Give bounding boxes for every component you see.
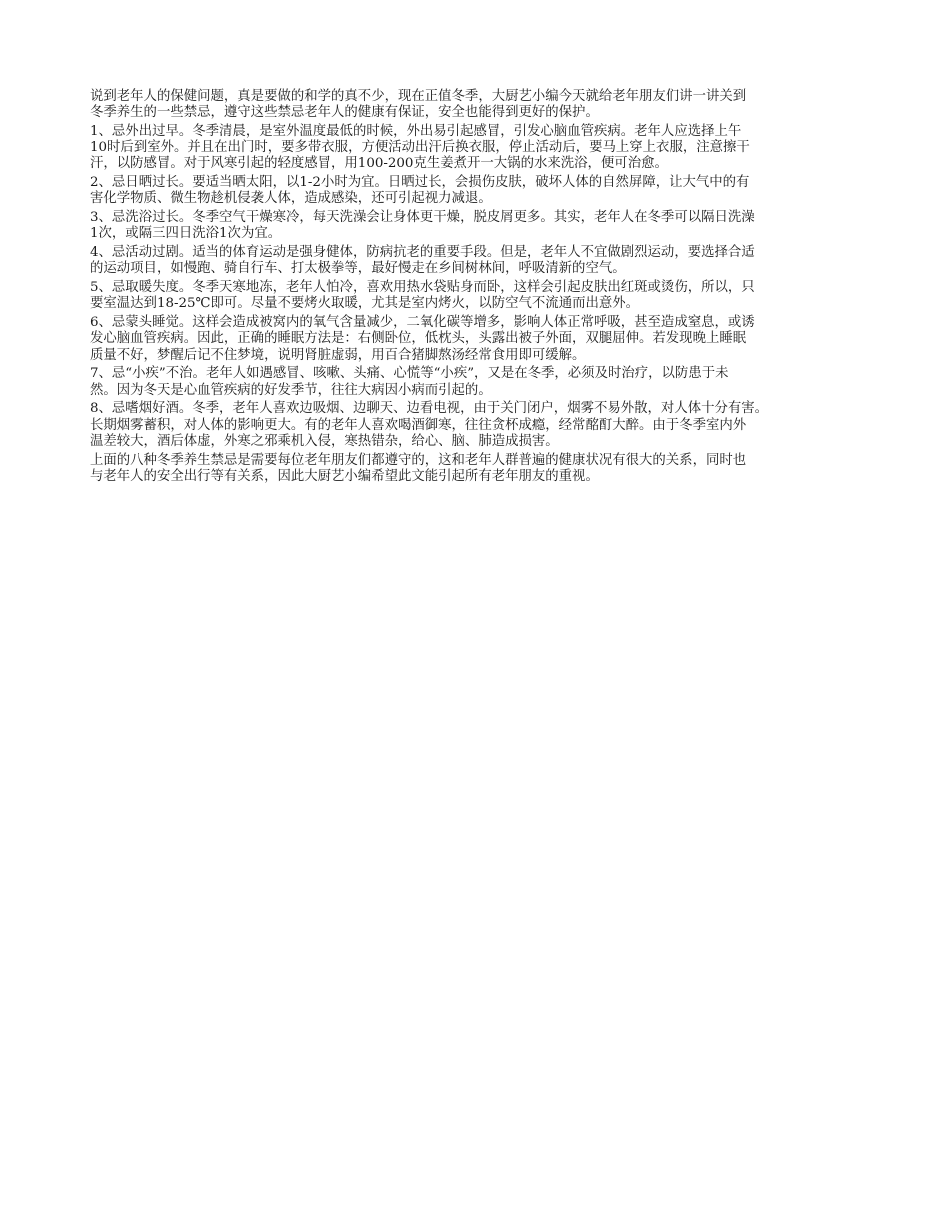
article-body	[90, 89, 875, 488]
intro-paragraph: 说到老年人的保健问题，真是要做的和学的真不少，现在正值冬季，大厨艺小编今天就给老年朋友们讲一讲关到 冬季养生的一些禁忌，遵守这些禁忌老年人的健康有保证，安全也能得到更好的保护。	[90, 89, 747, 121]
taboo-item-1: 1、忌外出过早。冬季清晨，是室外温度最低的时候，外出易引起感冒，引发心脑血管疾病。老年人应选择上午 10时后到室外。并且在出门时，要多带衣服，方便活动出汗后换衣服，停止活动后，要马上穿上衣服，注意擦干 汗，以防感冒。对于风寒引起的轻度感冒，用100-200克生姜煮开一大锅的水来洗浴，便可治愈。	[90, 124, 750, 172]
taboo-item-5: 5、忌取暖失度。冬季天寒地冻，老年人怕冷，喜欢用热水袋贴身而卧，这样会引起皮肤出红斑或烫伤，所以，只 要室温达到18-25℃即可。尽量不要烤火取暖，尤其是室内烤火，以防空气不流通而出意外。	[90, 280, 755, 312]
taboo-item-3: 3、忌洗浴过长。冬季空气干燥寒冷，每天洗澡会让身体更干燥，脱皮屑更多。其实，老年人在冬季可以隔日洗澡 1次，或隔三四日洗浴1次为宜。	[90, 210, 755, 242]
taboo-item-8: 8、忌嗜烟好酒。冬季，老年人喜欢边吸烟、边聊天、边看电视，由于关门闭户，烟雾不易外散，对人体十分有害。 长期烟雾蓄积，对人体的影响更大。有的老年人喜欢喝酒御寒，往往贪杯成瘾，经常酩酊大醉。由于冬季室内外 温差较大，酒后体虚，外寒之邪乘机入侵，寒热错杂，给心、脑、肺造成损害。	[90, 401, 769, 449]
taboo-item-4: 4、忌活动过剧。适当的体育运动是强身健体，防病抗老的重要手段。但是，老年人不宜做剧烈运动，要选择合适 的运动项目，如慢跑、骑自行车、打太极拳等，最好慢走在乡间树林间，呼吸清新的空气。	[90, 245, 755, 277]
taboo-item-2: 2、忌日晒过长。要适当晒太阳，以1-2小时为宜。日晒过长，会损伤皮肤，破坏人体的自然屏障，让大气中的有 害化学物质、微生物趁机侵袭人体，造成感染，还可引起视力减退。	[90, 175, 750, 207]
taboo-item-6: 6、忌蒙头睡觉。这样会造成被窝内的氧气含量减少，二氧化碳等增多，影响人体正常呼吸，甚至造成窒息，或诱 发心脑血管疾病。因此，正确的睡眠方法是：右侧卧位，低枕头，头露出被子外面，双腿屈伸。若发现晚上睡眠 质量不好，梦醒后记不住梦境，说明肾脏虚弱，用百合猪脚熬汤经常食用即可缓解。	[90, 315, 755, 363]
taboo-item-7: 7、忌“小疾”不治。老年人如遇感冒、咳嗽、头痛、心慌等“小疾”，又是在冬季，必须及时治疗，以防患于未 然。因为冬天是心血管疾病的好发季节，往往大病因小病而引起的。	[90, 366, 729, 398]
conclusion-paragraph: 上面的八种冬季养生禁忌是需要每位老年朋友们都遵守的，这和老年人群普遍的健康状况有很大的关系，同时也 与老年人的安全出行等有关系，因此大厨艺小编希望此文能引起所有老年朋友的重视。	[90, 452, 747, 484]
